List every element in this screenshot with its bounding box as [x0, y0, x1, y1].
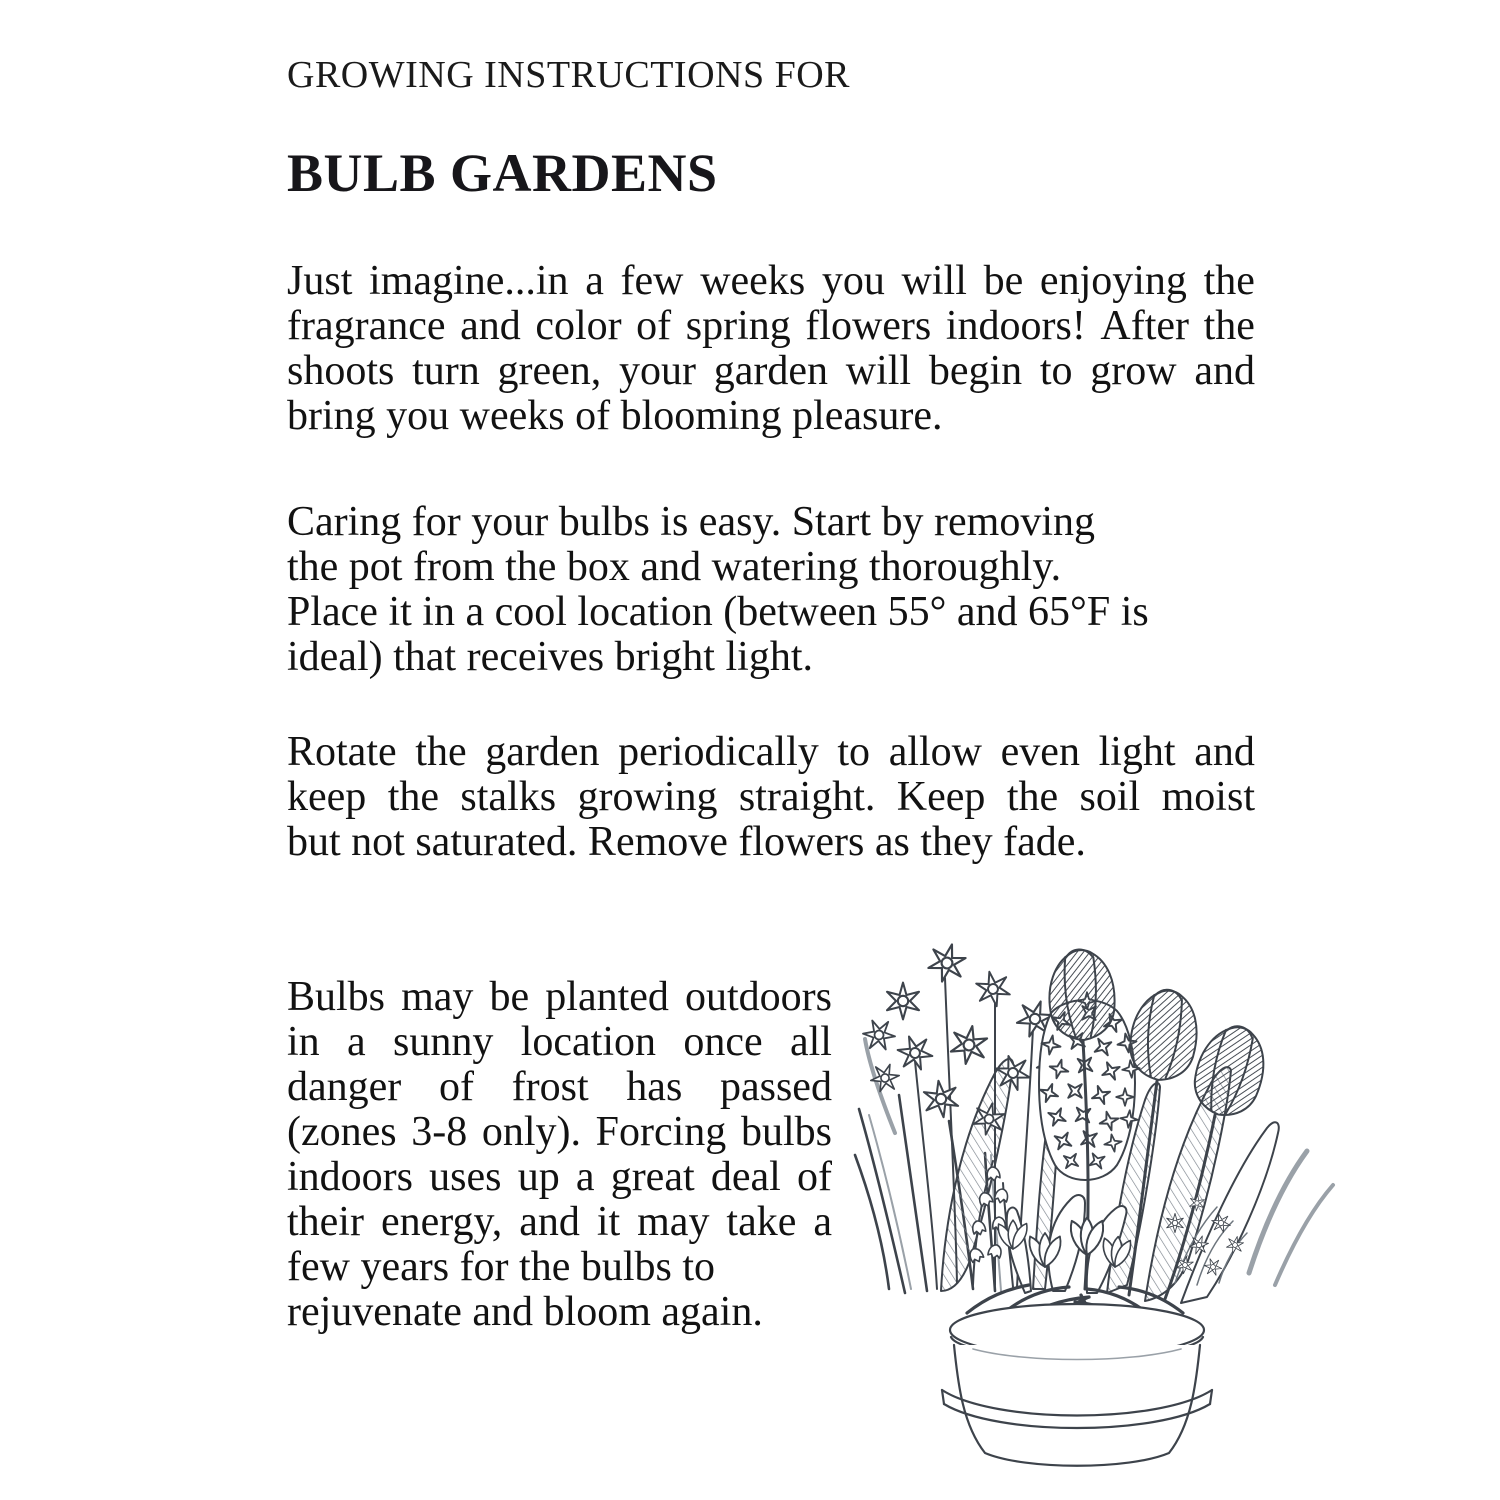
kicker: GROWING INSTRUCTIONS FOR [287, 54, 851, 96]
paragraph-intro [287, 259, 1255, 439]
paragraph-rotate [287, 730, 1255, 865]
pot [942, 1304, 1212, 1466]
text-line: fragrance and color of spring flowers indoors! After the [287, 303, 1255, 349]
text-line: Rotate the garden periodically to allow even light and [287, 729, 1255, 775]
text-line: ideal) that receives bright light. [287, 634, 813, 680]
text-line: indoors uses up a great deal of [287, 1154, 832, 1200]
text-line: the pot from the box and watering thoroughly. [287, 544, 1062, 590]
bulb-garden-illustration [845, 893, 1357, 1477]
text-line: Caring for your bulbs is easy. Start by removing [287, 499, 1095, 545]
text-line: bring you weeks of blooming pleasure. [287, 393, 943, 439]
paragraph-care [287, 500, 1255, 680]
text-line: Bulbs may be planted outdoors [287, 974, 832, 1020]
text-line: few years for the bulbs to [287, 1244, 716, 1290]
text-line: keep the stalks growing straight. Keep the soil moist [287, 774, 1255, 820]
paragraph-outdoors [287, 975, 832, 1335]
text-line: rejuvenate and bloom again. [287, 1289, 763, 1335]
text-line: (zones 3-8 only). Forcing bulbs [287, 1109, 832, 1155]
page-title: BULB GARDENS [287, 143, 718, 203]
text-line: Just imagine...in a few weeks you will be enjoying the [287, 258, 1255, 304]
text-line: Place it in a cool location (between 55° and 65°F is [287, 589, 1149, 635]
text-line: but not saturated. Remove flowers as they fade. [287, 819, 1086, 865]
text-line: their energy, and it may take a [287, 1199, 832, 1245]
text-line: in a sunny location once all [287, 1019, 832, 1065]
text-line: danger of frost has passed [287, 1064, 832, 1110]
bulb-garden-pot-drawing-svg [845, 893, 1357, 1477]
text-line: shoots turn green, your garden will begin to grow and [287, 348, 1255, 394]
